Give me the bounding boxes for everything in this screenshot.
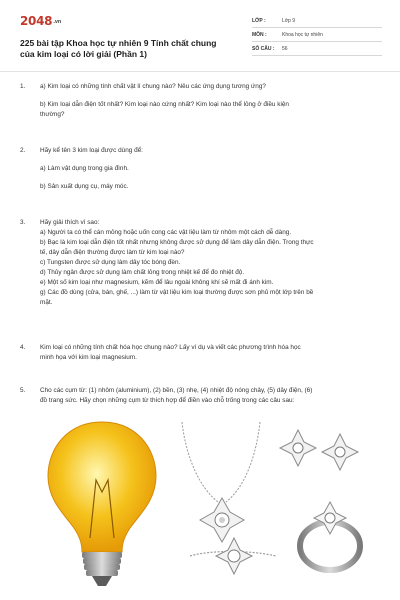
question-line: g) Các đồ dùng (cửa, bàn, ghế, ...) làm từ vật liệu kim loại thường được sơn phủ một lớp trên bề	[40, 289, 314, 296]
question-line: đồ trang sức. Hãy chọn những cụm từ thích hợp để điền vào chỗ trống trong các câu sau:	[40, 397, 295, 404]
meta-value: Khoa học tự nhiên	[282, 31, 323, 38]
logo-text: 2048	[20, 14, 53, 28]
question-line: a) Làm vật dụng trong gia đình.	[40, 165, 129, 172]
question-number: 5.	[20, 387, 26, 394]
question-line: Cho các cụm từ: (1) nhôm (aluminium), (2) bền, (3) nhẹ, (4) nhiệt độ nóng chảy, (5) dây điện, (6)	[40, 387, 313, 394]
question-1	[20, 82, 382, 120]
page-header	[20, 14, 382, 70]
question-number: 4.	[20, 344, 26, 351]
question-line: a) Người ta có thể cán mỏng hoặc uốn cong các vật liệu làm từ nhôm một cách dễ dàng.	[40, 229, 292, 236]
question-number: 1.	[20, 83, 26, 90]
question-5-figure	[40, 418, 384, 594]
question-line: tế, dây dẫn điện thường được làm từ kim loại nào?	[40, 249, 185, 256]
meta-value: 56	[282, 45, 288, 52]
meta-table	[252, 14, 382, 56]
question-2	[20, 146, 382, 192]
meta-key: MÔN :	[252, 31, 267, 38]
question-line: b) Kim loại dẫn điện tốt nhất? Kim loại nào cứng nhất? Kim loại nào thể lỏng ở điều kiện	[40, 101, 289, 108]
meta-row-subject	[252, 28, 382, 42]
question-3	[20, 218, 382, 308]
ring-icon	[300, 502, 360, 570]
earrings-icon	[280, 430, 358, 470]
question-line: e) Một số kim loại như magnesium, kẽm để lâu ngoài không khí sẽ mất đi ánh kim.	[40, 279, 274, 286]
question-number: 2.	[20, 147, 26, 154]
question-line: mặt.	[40, 299, 53, 306]
meta-row-class	[252, 14, 382, 28]
meta-key: LỚP :	[252, 17, 266, 24]
question-line: d) Thủy ngân được sử dụng làm chất lỏng trong nhiệt kế để đo nhiệt độ.	[40, 269, 245, 276]
question-number: 3.	[20, 219, 26, 226]
question-line: Kim loại có những tính chất hóa học chung nào? Lấy ví dụ và viết các phương trình hóa học	[40, 344, 301, 351]
question-line: a) Kim loại có những tính chất vật lí chung nào? Nêu các ứng dụng tương ứng?	[40, 83, 266, 90]
meta-key: SỐ CÂU :	[252, 45, 275, 52]
necklace-icon	[182, 422, 260, 542]
question-line: Hãy giải thích vì sao:	[40, 219, 100, 226]
document-title: 225 bài tập Khoa học tự nhiên 9 Tính chất chung của kim loại có lời giải (Phần 1)	[20, 38, 217, 59]
question-5	[20, 386, 382, 406]
question-4	[20, 343, 382, 363]
question-line: Hãy kể tên 3 kim loại được dùng để:	[40, 147, 143, 154]
question-line: b) Bạc là kim loại dẫn điện tốt nhất nhưng không được sử dụng để làm dây dẫn điện. Trong thực	[40, 239, 314, 246]
bracelet-icon	[190, 538, 276, 574]
header-divider	[0, 71, 400, 72]
site-logo[interactable]	[20, 14, 61, 28]
light-bulb-icon	[48, 422, 156, 586]
question-line: thường?	[40, 111, 65, 118]
logo-tld: .vn	[53, 19, 62, 25]
question-line: c) Tungsten được sử dụng làm dây tóc bóng đèn.	[40, 259, 181, 266]
meta-row-count	[252, 42, 382, 56]
figure-svg	[40, 418, 384, 594]
question-line: b) Sản xuất dụng cụ, máy móc.	[40, 183, 129, 190]
meta-value: Lớp 9	[282, 17, 296, 24]
question-line: minh họa với kim loại magnesium.	[40, 354, 137, 361]
